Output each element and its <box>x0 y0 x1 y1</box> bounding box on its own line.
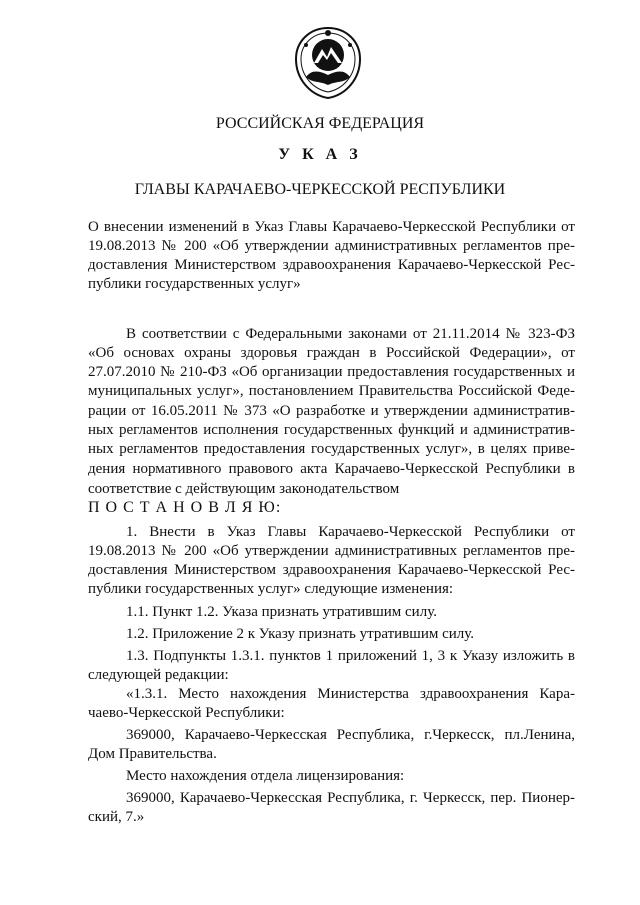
body-line: публики государственных услуг» следующие изменения: <box>88 581 454 597</box>
preamble-line: 27.07.2010 № 210-ФЗ «Об организации предоставления государственных и <box>88 364 575 380</box>
body-line: 1.3. Подпункты 1.3.1. пунктов 1 приложений 1, 3 к Указу изложить в <box>126 648 575 664</box>
preamble-line: В соответствии с Федеральными законами от 21.11.2014 № 323-ФЗ <box>126 326 575 342</box>
header-country: РОССИЙСКАЯ ФЕДЕРАЦИЯ <box>215 115 425 132</box>
body-line: 19.08.2013 № 200 «Об утверждении административных регламентов пре- <box>88 543 575 559</box>
header-issuer: ГЛАВЫ КАРАЧАЕВО-ЧЕРКЕССКОЙ РЕСПУБЛИКИ <box>134 181 506 198</box>
body-line: Дом Правительства. <box>88 746 217 762</box>
body-line: ский, 7.» <box>88 809 145 825</box>
subject-line: О внесении изменений в Указ Главы Карачаево-Черкесской Республики от <box>88 219 575 235</box>
body-line: 1.1. Пункт 1.2. Указа признать утратившим силу. <box>126 604 437 620</box>
body-line: 1.2. Приложение 2 к Указу признать утратившим силу. <box>126 626 475 642</box>
preamble-line: ных регламентов исполнения государственных функций и административ- <box>88 422 575 438</box>
preamble-line: муниципальных услуг», постановлением Правительства Российской Феде- <box>88 383 575 399</box>
body-line: доставления Министерством здравоохранения Карачаево-Черкесской Рес- <box>88 562 575 578</box>
preamble-line: ных регламентов предоставления государственных услуг», в целях приве- <box>88 441 575 457</box>
body-line: 1. Внести в Указ Главы Карачаево-Черкесской Республики от <box>126 524 575 540</box>
preamble-line: рации от 16.05.2011 № 373 «О разработке и утверждении административ- <box>88 403 575 419</box>
subject-line: публики государственных услуг» <box>88 276 301 292</box>
preamble-line: соответствие с действующим законодательством <box>88 481 400 497</box>
coat-of-arms-icon <box>292 25 364 101</box>
preamble-line: дения нормативного правового акта Карачаево-Черкесской Республики в <box>88 461 575 477</box>
body-line: Место нахождения отдела лицензирования: <box>126 768 405 784</box>
body-line: 369000, Карачаево-Черкесская Республика, г.Черкесск, пл.Ленина, <box>126 727 575 743</box>
decree-word: П О С Т А Н О В Л Я Ю: <box>88 499 282 516</box>
body-line: следующей редакции: <box>88 667 229 683</box>
body-line: «1.3.1. Место нахождения Министерства здравоохранения Кара- <box>126 686 575 702</box>
body-line: чаево-Черкесской Республики: <box>88 705 285 721</box>
subject-line: 19.08.2013 № 200 «Об утверждении административных регламентов пре- <box>88 238 575 254</box>
header-doc-type: У К А З <box>278 146 362 163</box>
body-line: 369000, Карачаево-Черкесская Республика, г. Черкесск, пер. Пионер- <box>126 790 575 806</box>
subject-line: доставления Министерством здравоохранения Карачаево-Черкесской Рес- <box>88 257 575 273</box>
preamble-line: «Об основах охраны здоровья граждан в Российской Федерации», от <box>88 345 575 361</box>
